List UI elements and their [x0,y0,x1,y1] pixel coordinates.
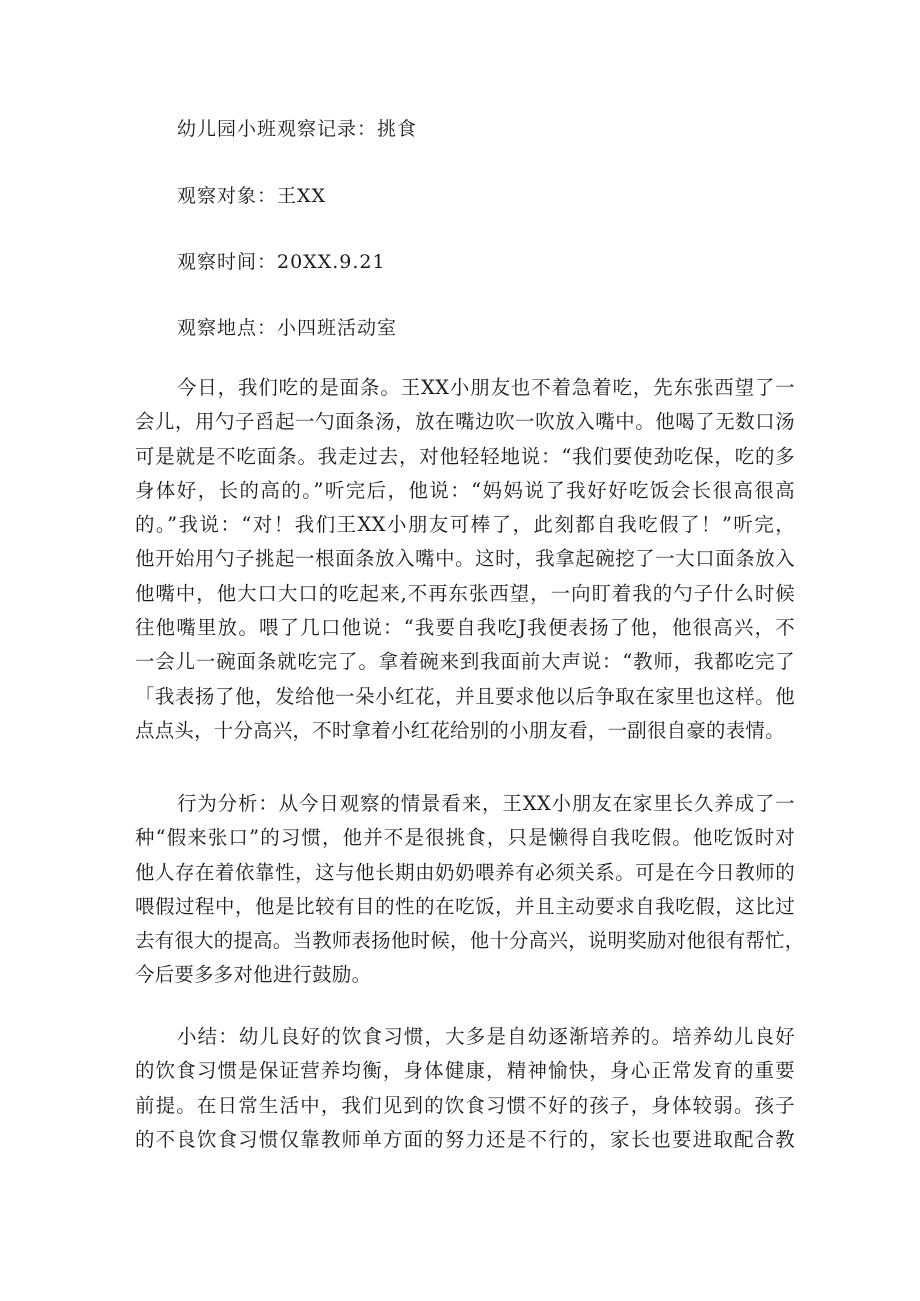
paragraph-line: 的。”我说：“对！我们王XX小朋友可棒了，此刻都自我吃假了！”听完， [135,513,795,537]
paragraph-line: 他嘴中，他大口大口的吃起来,不再东张西望，一向盯着我的勺子什么时候 [135,581,795,605]
observation-time: 观察时间：20XX.9.21 [177,251,386,273]
paragraph-line: 行为分析：从今日观察的情景看来，王XX小朋友在家里长久养成了一 [177,792,795,815]
paragraph-observation [135,371,795,748]
paragraph-line: 点点头，十分高兴，不时拿着小红花给别的小朋友看，一副很自豪的表情。 [135,718,785,742]
observation-subject: 观察对象：王XX [177,185,327,207]
paragraph-line: 一会儿一碗面条就吃完了。拿着碗来到我面前大声说：“教师，我都吃完了 [135,650,795,674]
paragraph-line: 往他嘴里放。喂了几口他说：“我要自我吃J我便表扬了他，他很高兴，不 [135,616,795,640]
paragraph-line: 他开始用勺子挑起一根面条放入嘴中。这时，我拿起碗挖了一大口面条放入 [135,547,795,571]
paragraph-line: 去有很大的提高。当教师表扬他时候，他十分高兴，说明奖励对他很有帮忙， [135,929,805,953]
paragraph-line: 前提。在日常生活中，我们见到的饮食习惯不好的孩子，身体较弱。孩子 [135,1093,795,1117]
observation-location: 观察地点：小四班活动室 [177,317,398,339]
paragraph-behavior-analysis [135,787,805,993]
paragraph-line: 小结：幼儿良好的饮食习惯，大多是自幼逐渐培养的。培养幼儿良好 [177,1025,795,1048]
paragraph-line: 今后要多多对他进行鼓励。 [135,963,372,987]
paragraph-line: 「我表扬了他，发给他一朵小红花，并且要求他以后争取在家里也这样。他 [135,684,795,708]
paragraph-line: 的不良饮食习惯仅靠教师单方面的努力还是不行的，家长也要进取配合教 [135,1127,795,1151]
document-title: 幼儿园小班观察记录：挑食 [177,118,418,140]
paragraph-line: 喂假过程中，他是比较有目的性的在吃饭，并且主动要求自我吃假，这比过 [135,894,795,918]
paragraph-line: 可是就是不吃面条。我走过去，对他轻轻地说：“我们要使劲吃保，吃的多 [135,444,795,468]
paragraph-line: 的饮食习惯是保证营养均衡，身体健康，精神愉快，身心正常发育的重要 [135,1059,795,1083]
paragraph-line: 种“假来张口”的习惯，他并不是很挑食，只是懒得自我吃假。他吃饭时对 [135,826,795,850]
paragraph-line: 会儿，用勺子舀起一勺面条汤，放在嘴边吹一吹放入嘴中。他喝了无数口汤 [135,410,795,434]
paragraph-line: 今日，我们吃的是面条。王XX小朋友也不着急着吃，先东张西望了一 [177,376,795,399]
paragraph-line: 身体好，长的高的。”听完后，他说：“妈妈说了我好好吃饭会长很高很高 [135,478,795,502]
paragraph-line: 他人存在着依靠性，这与他长期由奶奶喂养有必须关系。可是在今日教师的 [135,860,795,884]
paragraph-summary [135,1020,795,1157]
